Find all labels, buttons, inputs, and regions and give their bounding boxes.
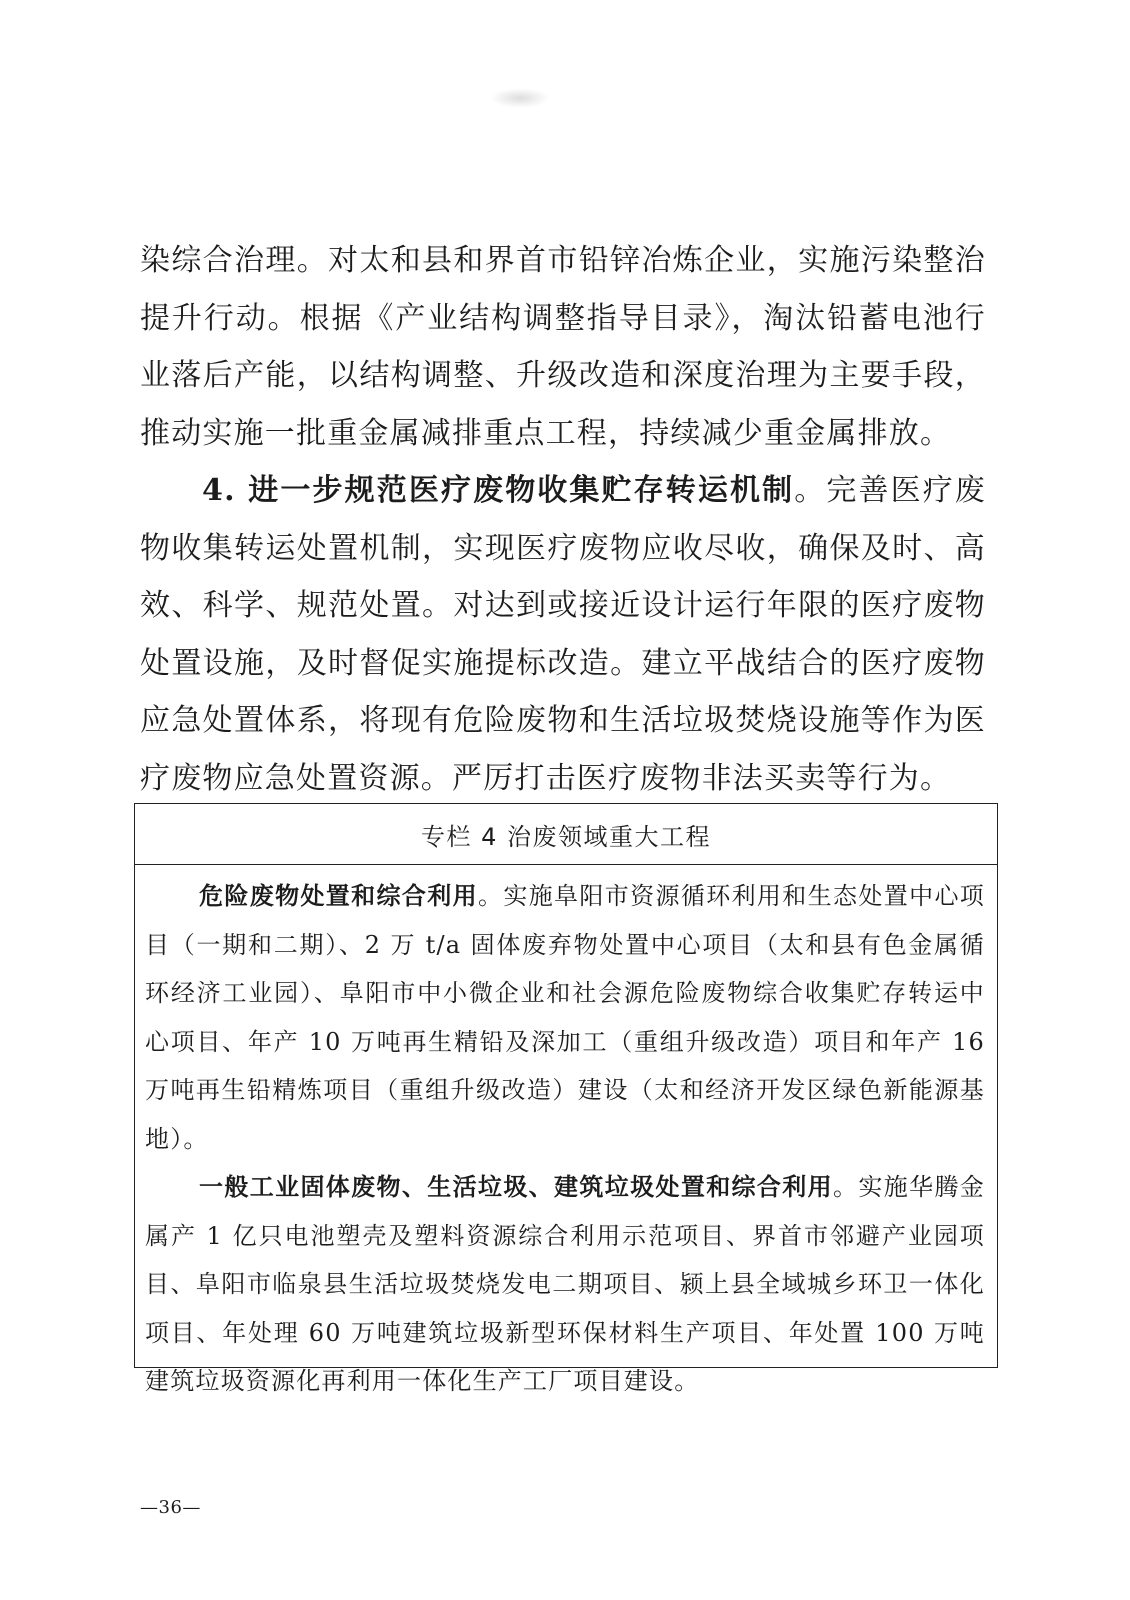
box-item-hazardous-waste	[135, 872, 997, 1163]
box-item-hazardous-waste-heading: 危险废物处置和综合利用	[199, 881, 478, 910]
feature-box-title: 专栏 4 治废领域重大工程	[135, 804, 997, 865]
box-item-hazardous-waste-body: 。实施阜阳市资源循环利用和生态处置中心项目（一期和二期）、2 万 t/a 固体废弃物处置中心项目（太和县有色金属循环经济工业园）、阜阳市中小微企业和社会源危险废物综合收集贮存转运中心项目、年产 10 万吨再生精铅及深加工（重组升级改造）项目和年产 16 万吨再生铅精炼项目（重组升级改造）建设（太和经济开发区绿色新能源基地）。	[145, 882, 986, 1153]
scan-smudge	[490, 88, 550, 108]
paragraph-heavy-metal: 染综合治理。对太和县和界首市铅锌冶炼企业，实施污染整治提升行动。根据《产业结构调整指导目录》，淘汰铅蓄电池行业落后产能，以结构调整、升级改造和深度治理为主要手段，推动实施一批重金属减排重点工程，持续减少重金属排放。	[140, 243, 986, 451]
section-heading-4: 4. 进一步规范医疗废物收集贮存转运机制	[202, 473, 795, 508]
paragraph-medical-waste	[140, 462, 986, 807]
box-item-general-waste-heading: 一般工业固体废物、生活垃圾、建筑垃圾处置和综合利用	[199, 1172, 833, 1201]
box-item-general-waste	[135, 1163, 997, 1406]
paragraph-medical-waste-body: 。完善医疗废物收集转运处置机制，实现医疗废物应收尽收，确保及时、高效、科学、规范处置。对达到或接近设计运行年限的医疗废物处置设施，及时督促实施提标改造。建立平战结合的医疗废物应急处置体系，将现有危险废物和生活垃圾焚烧设施等作为医疗废物应急处置资源。严厉打击医疗废物非法买卖等行为。	[140, 473, 987, 796]
page-number: —36—	[140, 1497, 201, 1518]
box-item-general-waste-body: 。实施华腾金属产 1 亿只电池塑壳及塑料资源综合利用示范项目、界首市邻避产业园项目、阜阳市临泉县生活垃圾焚烧发电二期项目、颍上县全域城乡环卫一体化项目、年处理 60 万吨建筑垃圾新型环保材料生产项目、年处置 100 万吨建筑垃圾资源化再利用一体化生产工厂项目建设。	[145, 1173, 985, 1395]
feature-box	[134, 803, 998, 1395]
